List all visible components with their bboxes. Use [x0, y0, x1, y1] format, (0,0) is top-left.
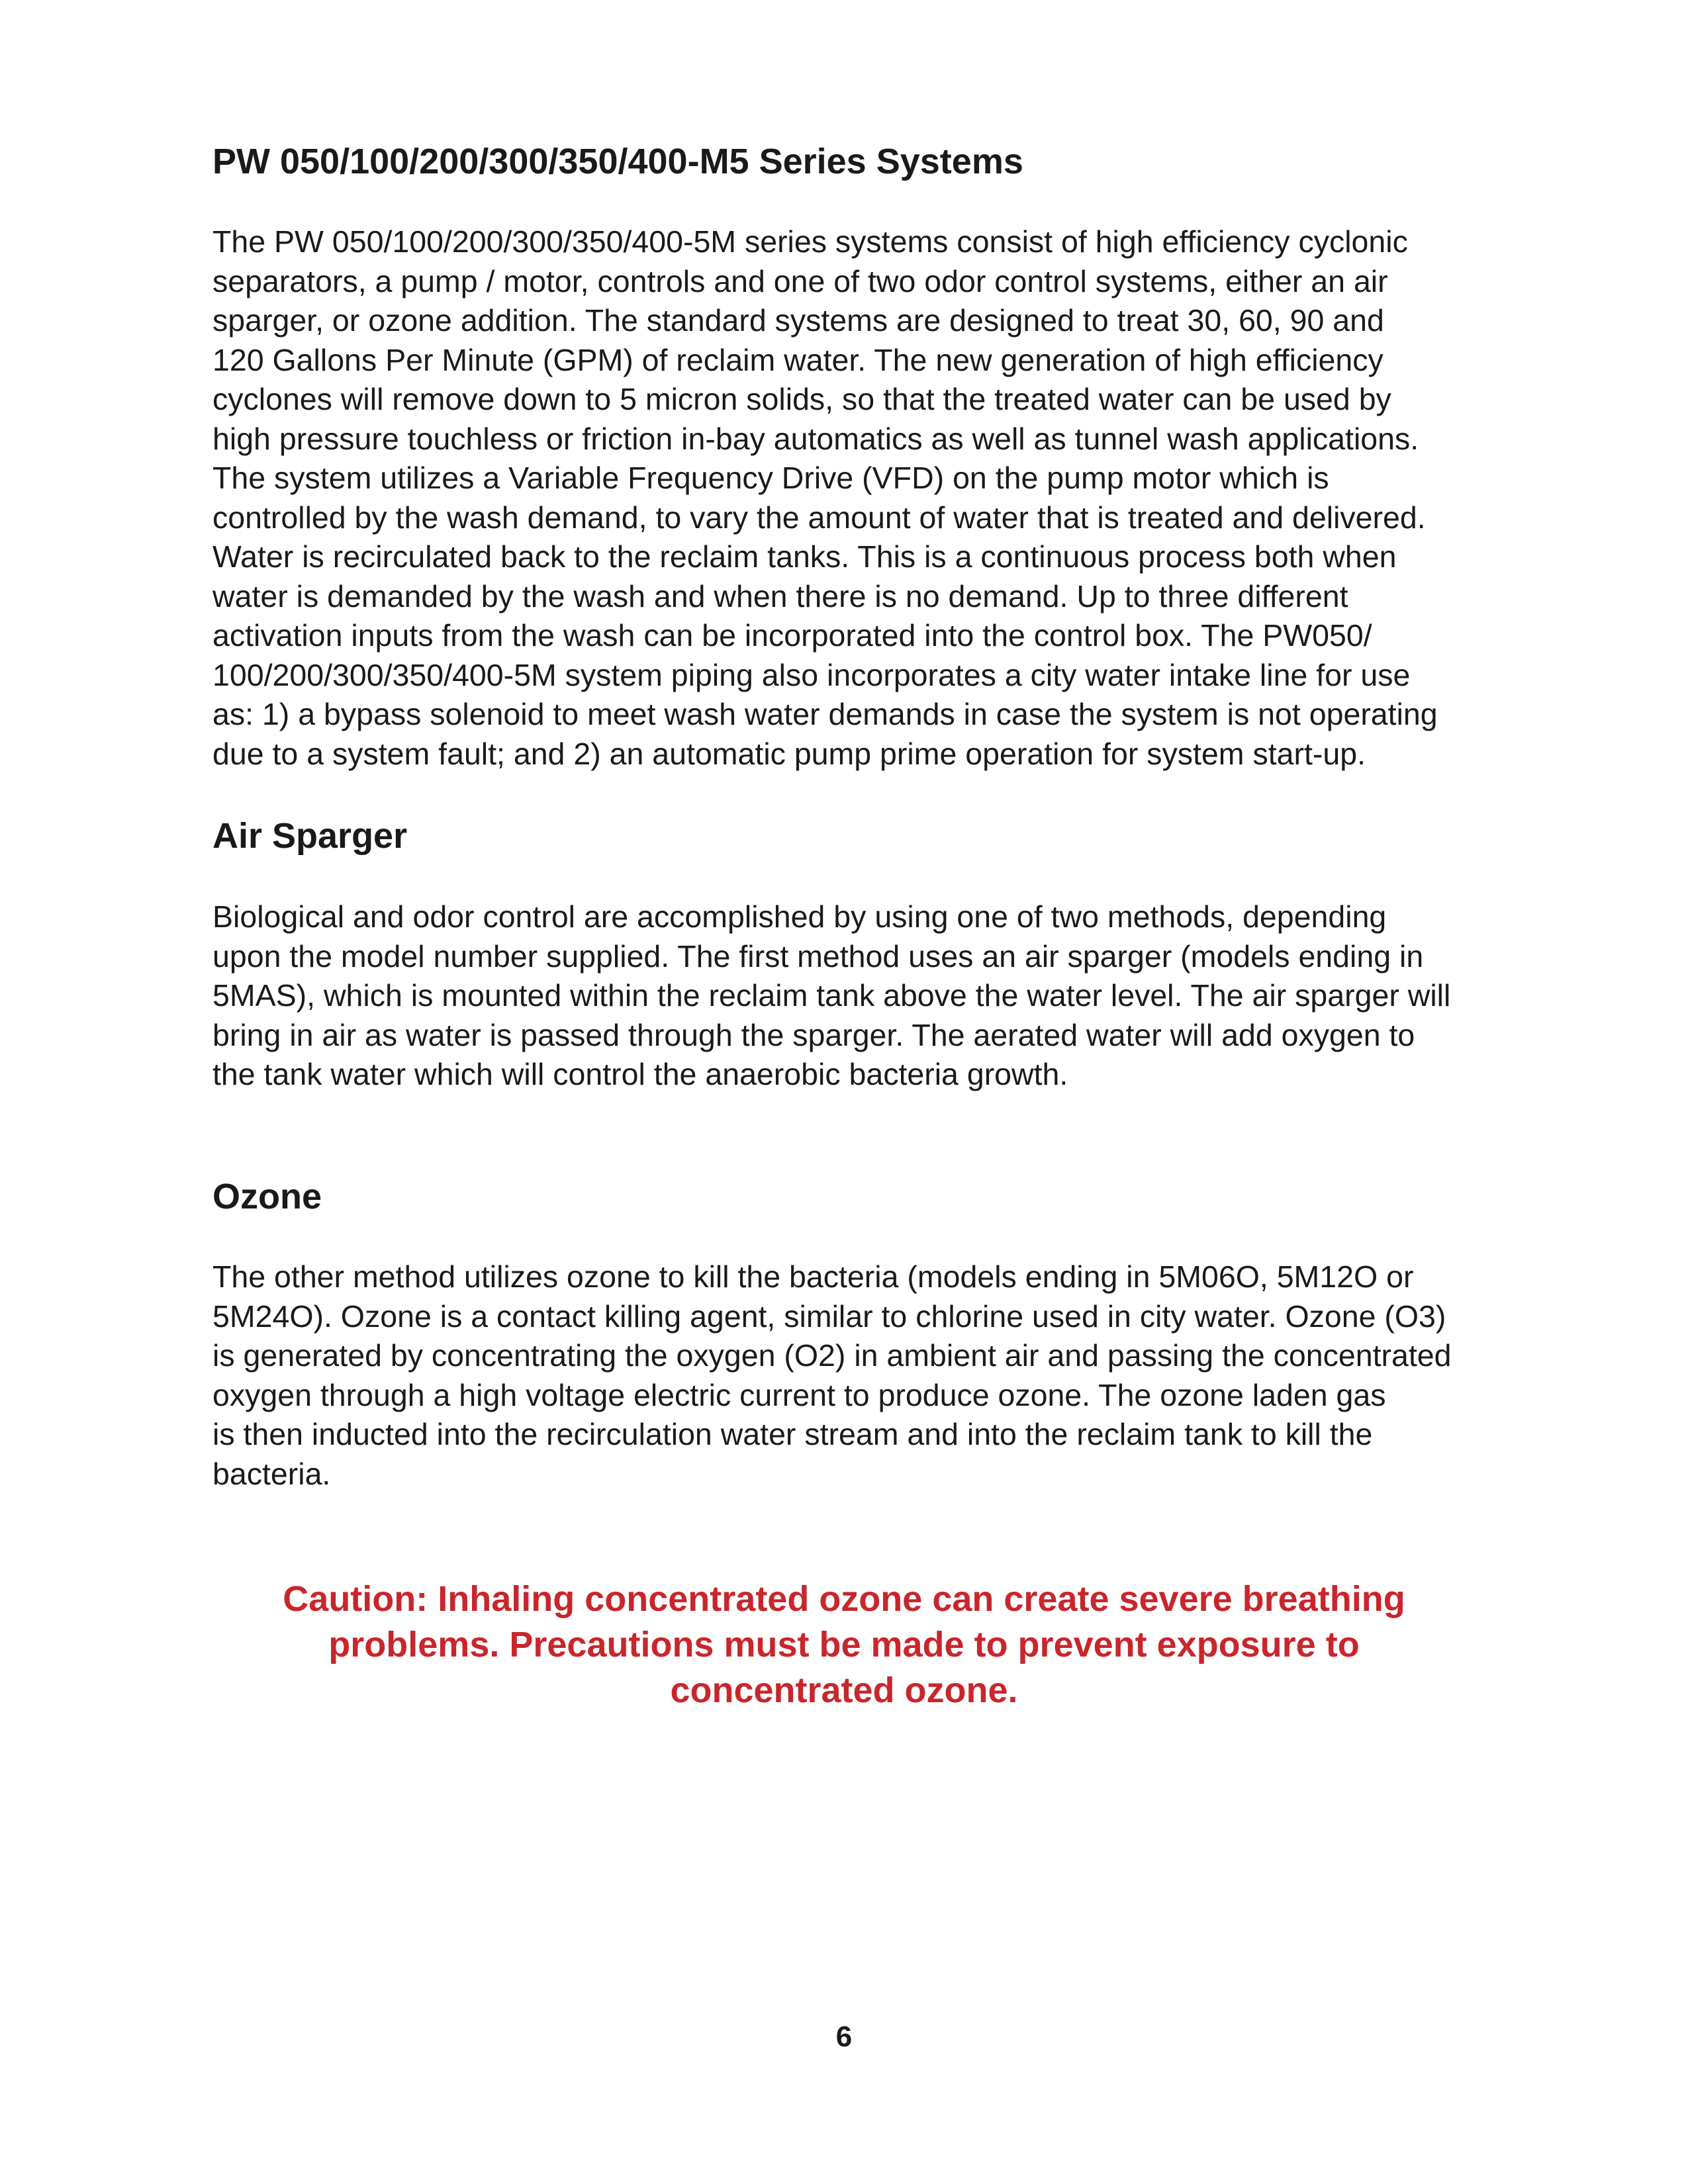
section-body-series-systems: [212, 222, 1438, 774]
body-line: separators, a pump / motor, controls and one of two odor control systems, either an air: [212, 263, 1388, 298]
body-line: Biological and odor control are accomplished by using one of two methods, depending: [212, 899, 1387, 934]
body-line: high pressure touchless or friction in-bay automatics as well as tunnel wash applications.: [212, 421, 1419, 456]
body-line: activation inputs from the wash can be incorporated into the control box. The PW050/: [212, 618, 1372, 653]
section-heading-series-systems: PW 050/100/200/300/350/400-M5 Series Systems: [212, 142, 1023, 181]
caution-notice: [199, 1576, 1489, 1713]
page-number: 6: [835, 2021, 853, 2053]
section-body-ozone: [212, 1257, 1452, 1494]
body-line: oxygen through a high voltage electric current to produce ozone. The ozone laden gas: [212, 1377, 1386, 1412]
body-line: controlled by the wash demand, to vary the amount of water that is treated and delivered.: [212, 500, 1426, 535]
body-line: is generated by concentrating the oxygen (O2) in ambient air and passing the concentrated: [212, 1338, 1452, 1373]
body-line: bacteria.: [212, 1456, 331, 1491]
body-line: upon the model number supplied. The first method uses an air sparger (models ending in: [212, 938, 1424, 974]
section-body-air-sparger: [212, 897, 1450, 1095]
body-line: The PW 050/100/200/300/350/400-5M series systems consist of high efficiency cyclonic: [212, 224, 1408, 259]
body-line: The system utilizes a Variable Frequency Drive (VFD) on the pump motor which is: [212, 461, 1329, 495]
body-line: 5MAS), which is mounted within the reclaim tank above the water level. The air sparger will: [212, 978, 1451, 1013]
body-line: The other method utilizes ozone to kill the bacteria (models ending in 5M06O, 5M12O or: [212, 1259, 1414, 1294]
body-line: cyclones will remove down to 5 micron solids, so that the treated water can be used by: [212, 382, 1391, 416]
body-line: due to a system fault; and 2) an automatic pump prime operation for system start-up.: [212, 736, 1366, 771]
caution-line: Caution: Inhaling concentrated ozone can create severe breathing: [283, 1579, 1405, 1619]
body-line: 120 Gallons Per Minute (GPM) of reclaim water. The new generation of high efficiency: [212, 342, 1383, 377]
caution-line: problems. Precautions must be made to prevent exposure to: [328, 1625, 1360, 1664]
section-heading-air-sparger: Air Sparger: [212, 816, 408, 856]
body-line: Water is recirculated back to the reclaim tanks. This is a continuous process both when: [212, 539, 1397, 574]
body-line: 5M24O). Ozone is a contact killing agent, similar to chlorine used in city water. Ozone (O3): [212, 1298, 1446, 1334]
body-line: as: 1) a bypass solenoid to meet wash water demands in case the system is not operating: [212, 697, 1438, 731]
body-line: sparger, or ozone addition. The standard systems are designed to treat 30, 60, 90 and: [212, 303, 1384, 338]
body-line: the tank water which will control the anaerobic bacteria growth.: [212, 1057, 1068, 1091]
body-line: bring in air as water is passed through the sparger. The aerated water will add oxygen to: [212, 1017, 1415, 1052]
body-line: water is demanded by the wash and when there is no demand. Up to three different: [212, 578, 1348, 614]
caution-line: concentrated ozone.: [670, 1670, 1018, 1710]
body-line: 100/200/300/350/400-5M system piping also incorporates a city water intake line for use: [212, 657, 1411, 692]
section-heading-ozone: Ozone: [212, 1177, 322, 1216]
body-line: is then inducted into the recirculation water stream and into the reclaim tank to kill the: [212, 1417, 1373, 1451]
